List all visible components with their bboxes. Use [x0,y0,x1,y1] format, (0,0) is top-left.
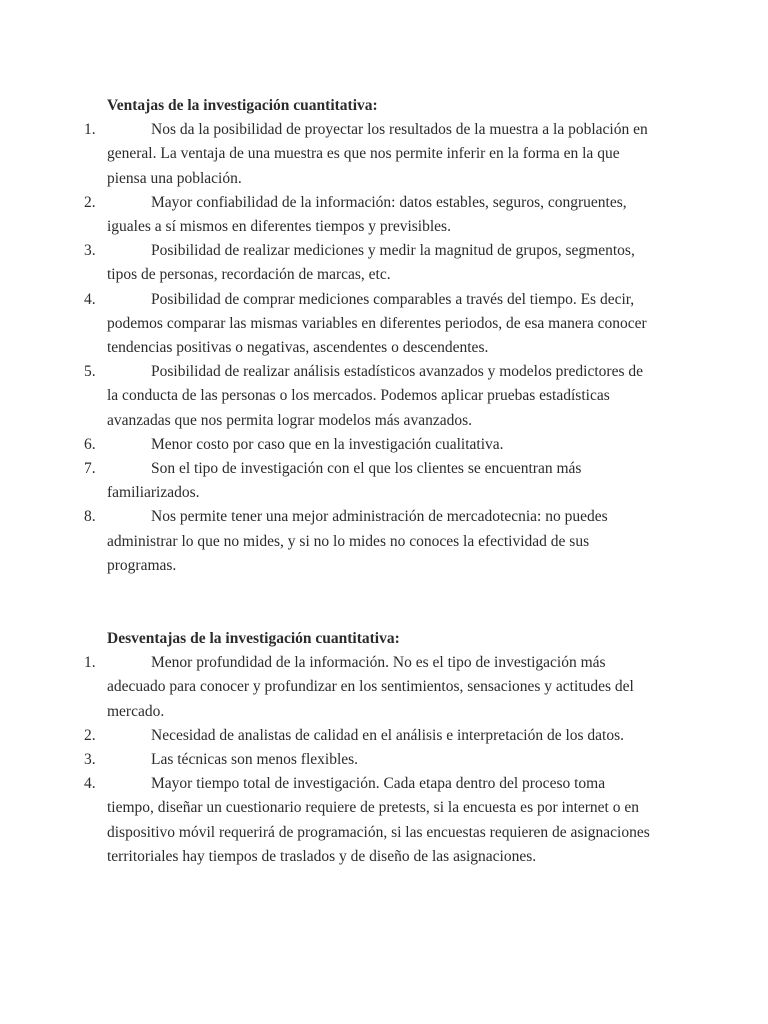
list-item [0,651,655,724]
list-item [0,505,655,578]
list-item [0,748,655,772]
item-number: 6. [84,435,96,453]
item-number: 1. [84,121,96,139]
item-text: Posibilidad de realizar mediciones y medir la magnitud de grupos, segmentos, tipos de personas, recordación de marcas, etc. [107,242,635,284]
list-item [0,360,655,433]
item-text: Nos da la posibilidad de proyectar los resultados de la muestra a la población en general. La ventaja de una muestra es que nos permite inferir en la forma en la que piensa una población. [107,121,648,187]
item-number: 3. [84,751,96,768]
list-item [0,118,655,191]
item-text: Posibilidad de comprar mediciones comparables a través del tiempo. Es decir, podemos comparar las mismas variables en diferentes periodos, de esa manera conocer tendencias positivas o negativas, ascendentes o descendentes. [107,290,647,357]
item-text: Las técnicas son menos flexibles. [151,751,359,768]
item-number: 2. [84,193,96,211]
item-number: 4. [84,775,96,793]
ventajas-heading: Ventajas de la investigación cuantitativa: [107,97,378,114]
item-number: 8. [84,508,96,526]
item-text: Menor costo por caso que en la investigación cualitativa. [151,435,504,453]
list-item [0,433,655,457]
list-item [0,724,655,748]
list-item [0,239,655,287]
item-number: 2. [84,726,96,744]
item-text: Mayor confiabilidad de la información: datos estables, seguros, congruentes, iguales a sí mismos en diferentes tiempos y previsibles. [107,193,627,235]
ventajas-list [0,118,768,578]
list-item [0,457,655,505]
item-number: 4. [84,290,96,308]
desventajas-list [0,651,768,869]
ventajas-section [0,94,768,578]
item-text: Necesidad de analistas de calidad en el análisis e interpretación de los datos. [151,726,624,744]
item-text: Menor profundidad de la información. No es el tipo de investigación más adecuado para conocer y profundizar en los sentimientos, sensaciones y actitudes del mercado. [107,654,634,720]
item-text: Posibilidad de realizar análisis estadísticos avanzados y modelos predictores de la conducta de las personas o los mercados. Podemos aplicar pruebas estadísticas avanzadas que nos permita lograr modelos más avanzados. [107,363,643,429]
item-number: 1. [84,654,96,672]
list-item [0,772,655,869]
item-number: 7. [84,460,96,478]
desventajas-section [0,627,768,869]
item-number: 5. [84,363,96,381]
list-item [0,288,655,361]
item-text: Nos permite tener una mejor administración de mercadotecnia: no puedes administrar lo que no mides, y si no lo mides no conoces la efectividad de sus programas. [107,508,608,574]
item-text: Son el tipo de investigación con el que los clientes se encuentran más familiarizados. [107,460,582,502]
item-number: 3. [84,242,96,260]
list-item [0,191,655,239]
item-text: Mayor tiempo total de investigación. Cada etapa dentro del proceso toma tiempo, diseñar un cuestionario requiere de pretests, si la encuesta es por internet o en dispositivo móvil requerirá de programación, si las encuestas requieren de asignaciones territoriales hay tiempos de traslados y de diseño de las asignaciones. [107,775,650,865]
desventajas-heading: Desventajas de la investigación cuantitativa: [107,630,400,647]
